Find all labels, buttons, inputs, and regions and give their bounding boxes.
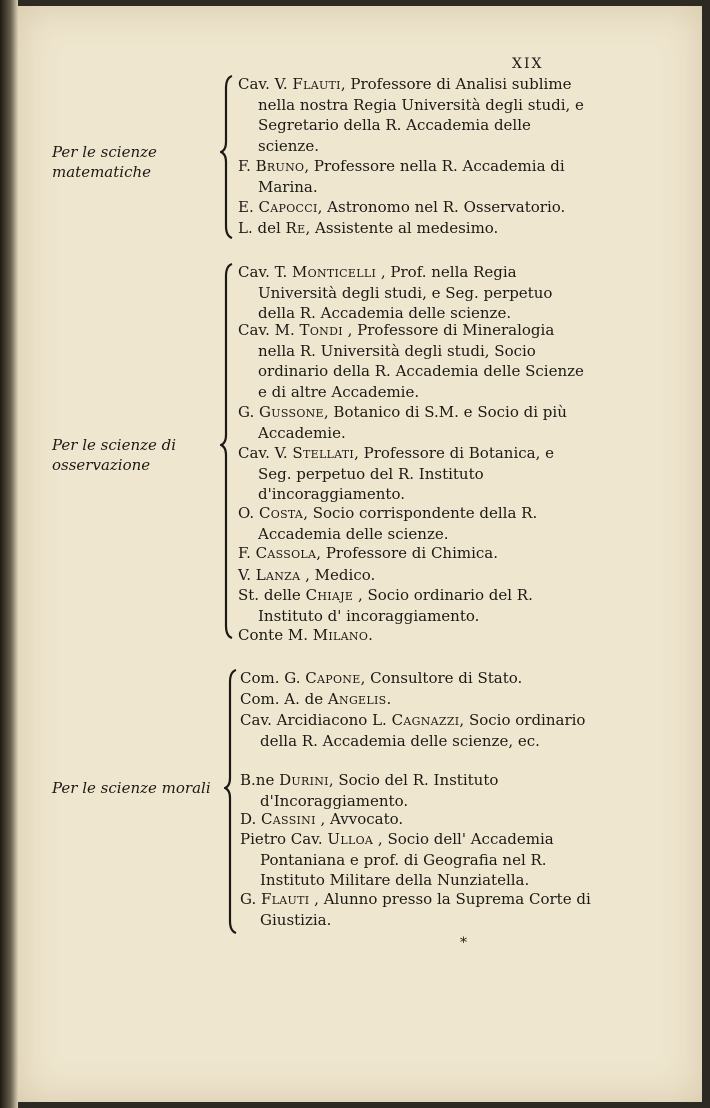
member-description: , Professore di Analisi sublime nella nostra Regia Università degli studi, e Segretario della R. Accademia delle scienze. <box>258 75 584 156</box>
member-description: , Socio corrispondente della R. Accademia delle scienze. <box>258 504 538 543</box>
member-prefix: Com. G. <box>240 669 306 687</box>
member-entry <box>240 809 592 830</box>
member-surname: Chiaje <box>305 586 354 604</box>
member-entry <box>240 689 592 710</box>
member-description: , Socio del R. Instituto d'Incoraggiamento. <box>260 771 499 810</box>
member-prefix: F. <box>238 157 256 175</box>
member-prefix: E. <box>238 198 259 216</box>
member-prefix: F. <box>238 544 256 562</box>
member-entry <box>238 156 590 197</box>
member-description: , Astronomo nel R. Osservatorio. <box>317 198 566 216</box>
curly-brace <box>224 668 238 935</box>
member-description: , Professore di Chimica. <box>316 544 499 562</box>
member-surname: Capone <box>305 669 361 687</box>
member-surname: Monticelli <box>292 263 377 281</box>
member-description: , Professore nella R. Accademia di Marina. <box>258 157 565 196</box>
member-surname: Capocci <box>258 198 318 216</box>
member-entry <box>238 585 590 626</box>
member-description: . <box>368 626 373 644</box>
category-label: Per le scienze morali <box>52 779 211 797</box>
member-prefix: G. <box>240 890 261 908</box>
member-prefix: Cav. Arcidiacono L. <box>240 711 392 729</box>
member-description: , Professore di Mineralogia nella R. Università degli studi, Socio ordinario della R. Accademia delle Scienze e di altre Accademie. <box>258 321 584 402</box>
member-description: , Socio ordinario della R. Accademia delle scienze, ec. <box>260 711 586 750</box>
member-surname: Lanza <box>255 566 301 584</box>
member-surname: Angelis <box>327 690 387 708</box>
member-surname: Tondi <box>299 321 343 339</box>
member-surname: Stellati <box>292 444 355 462</box>
member-entry <box>238 625 590 646</box>
member-description: , Alunno presso la Suprema Corte di Giustizia. <box>260 890 591 929</box>
member-entry <box>238 320 590 403</box>
member-description: , Assistente al medesimo. <box>305 219 499 237</box>
member-surname: Cagnazzi <box>391 711 460 729</box>
member-prefix: O. <box>238 504 259 522</box>
member-prefix: V. <box>238 566 256 584</box>
page-number: XIX <box>512 56 544 72</box>
member-entry <box>240 770 592 811</box>
member-prefix: Conte M. <box>238 626 313 644</box>
member-entry <box>238 565 590 586</box>
member-description: , Socio ordinario del R. Instituto d' incoraggiamento. <box>258 586 533 625</box>
member-description: , Consultore di Stato. <box>360 669 523 687</box>
member-prefix: Cav. V. <box>238 444 293 462</box>
member-prefix: B.ne <box>240 771 280 789</box>
member-entry <box>238 543 590 564</box>
member-prefix: Com. A. de <box>240 690 328 708</box>
member-entry <box>238 218 590 239</box>
member-surname: Flauti <box>260 890 310 908</box>
member-prefix: Cav. T. <box>238 263 292 281</box>
member-entry <box>238 503 590 544</box>
member-surname: Durini <box>279 771 329 789</box>
member-surname: Ulloa <box>327 830 374 848</box>
member-prefix: St. delle <box>238 586 306 604</box>
member-prefix: L. del <box>238 219 286 237</box>
member-entry <box>240 710 592 751</box>
member-prefix: Pietro Cav. <box>240 830 328 848</box>
member-prefix: Cav. V. <box>238 75 293 93</box>
member-description: , Professore di Botanica, e Seg. perpetuo del R. Instituto d'incoraggiamento. <box>258 444 555 504</box>
member-description: , Prof. nella Regia Università degli studi, e Seg. perpetuo della R. Accademia delle scienze. <box>258 263 553 323</box>
member-description: , Botanico di S.M. e Socio di più Accademie. <box>258 403 567 442</box>
member-entry <box>238 74 590 157</box>
category-label: Per le scienze matematiche <box>52 143 157 181</box>
member-prefix: D. <box>240 810 262 828</box>
member-surname: Flauti <box>292 75 341 93</box>
member-entry <box>240 668 592 689</box>
member-surname: Bruno <box>255 157 305 175</box>
member-description: . <box>386 690 392 708</box>
member-surname: Costa <box>258 504 304 522</box>
member-entry <box>240 829 592 891</box>
member-entry <box>238 443 590 505</box>
footer-mark: * <box>460 935 467 951</box>
member-surname: Cassini <box>261 810 316 828</box>
member-prefix: G. <box>238 403 259 421</box>
category-label: Per le scienze di osservazione <box>52 436 177 474</box>
member-surname: Cassola <box>255 544 317 562</box>
member-entry <box>240 889 592 930</box>
member-entry <box>238 197 590 218</box>
curly-brace <box>220 74 234 240</box>
member-description: , Avvocato. <box>315 810 404 828</box>
member-surname: Re <box>285 219 306 237</box>
member-description: , Medico. <box>300 566 376 584</box>
curly-brace <box>220 262 234 640</box>
member-entry <box>238 402 590 443</box>
member-surname: Gussone <box>258 403 324 421</box>
member-surname: Milano <box>312 626 369 644</box>
book-spine-shadow <box>0 0 18 1108</box>
member-description: , Socio dell' Accademia Pontaniana e prof. di Geografia nel R. Instituto Militare della Nunziatella. <box>260 830 554 890</box>
member-prefix: Cav. M. <box>238 321 300 339</box>
member-entry <box>238 262 590 324</box>
